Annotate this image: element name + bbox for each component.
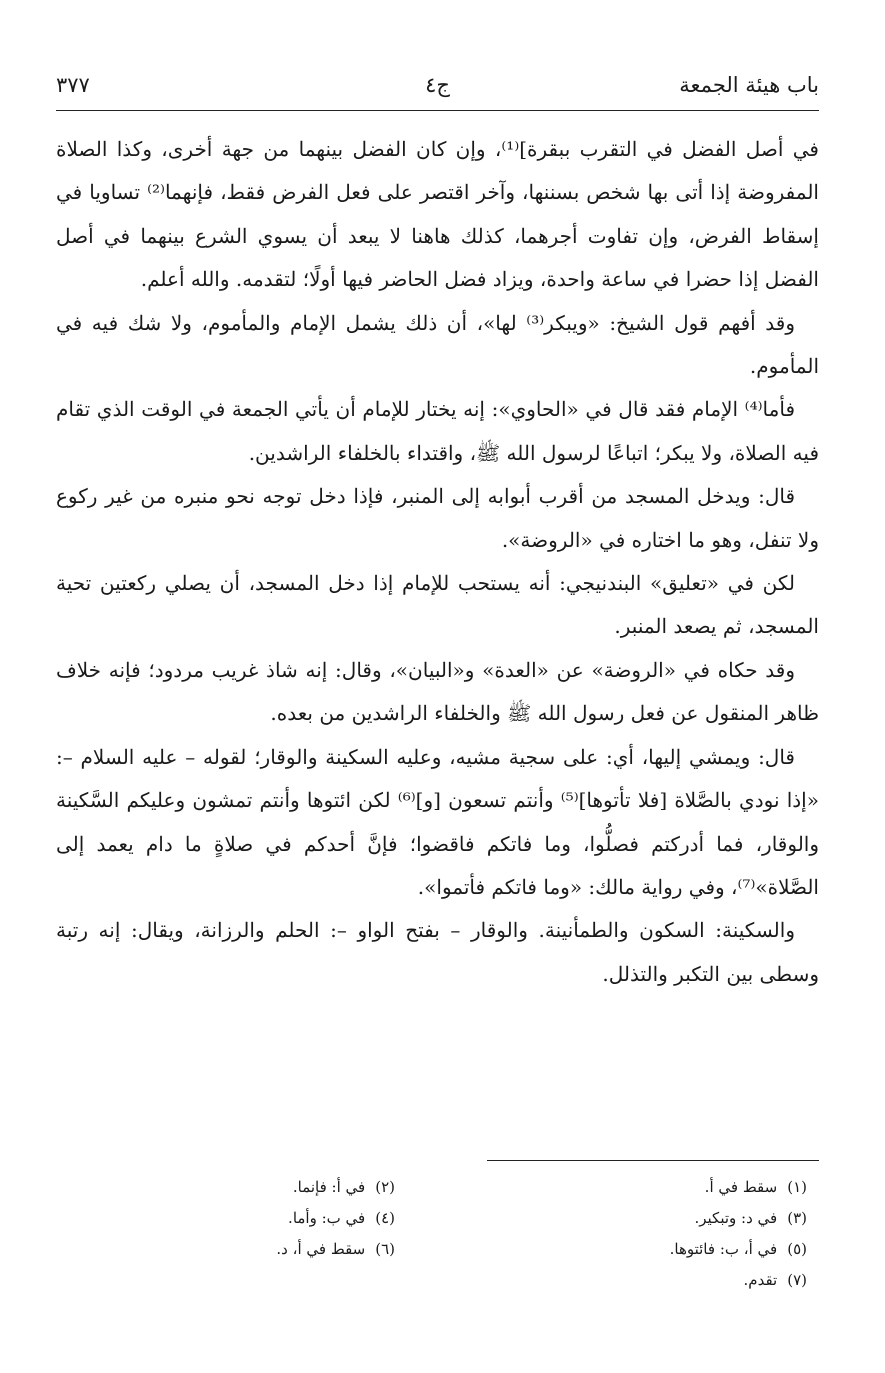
footnote-row	[56, 1203, 819, 1234]
paragraph: وقد حكاه في «الروضة» عن «العدة» و«البيان»، وقال: إنه شاذ غريب مردود؛ فإنه خلاف ظاهر المنقول عن فعل رسول الله ﷺ والخلفاء الراشدين من بعده.	[56, 657, 819, 726]
footnote-separator	[487, 1160, 819, 1161]
footnote	[694, 1203, 807, 1234]
footnote-text: في أ: فإنما.	[292, 1178, 366, 1196]
volume-label: ج٤	[425, 73, 450, 97]
footnote-text: في د: وتبكير.	[694, 1209, 778, 1227]
footnote-text: سقط في أ.	[704, 1178, 778, 1196]
paragraph: قال: ويمشي إليها، أي: على سجية مشيه، وعليه السكينة والوقار؛ لقوله – عليه السلام –: «إذا نودي بالصَّلاة [فلا تأتوها]⁽⁵⁾ وأنتم تسعون [و]⁽⁶⁾ لكن ائتوها وأنتم تمشون وعليكم السَّكينة والوقار، فما أدركتم فصلُّوا، وما فاتكم فاقضوا؛ فإنَّ أحدكم في صلاةٍ ما دام يعمد إلى الصَّلاة»⁽⁷⁾، وفي رواية مالك: «وما فاتكم فأتموا».	[56, 744, 820, 899]
footnote-row	[56, 1234, 819, 1265]
footnote	[670, 1234, 807, 1265]
running-header	[56, 70, 819, 104]
footnote-text: سقط في أ، د.	[276, 1240, 366, 1258]
main-text	[56, 128, 819, 996]
footnote	[276, 1234, 395, 1265]
paragraph: لكن في «تعليق» البندنيجي: أنه يستحب للإمام إذا دخل المسجد، أن يصلي ركعتين تحية المسجد، ثم يصعد المنبر.	[56, 571, 819, 639]
footnote	[288, 1203, 395, 1234]
footnote-number: (٧)	[787, 1271, 807, 1289]
footnote-number: (١)	[787, 1178, 807, 1196]
footnote	[293, 1172, 395, 1203]
header-rule	[56, 110, 819, 111]
footnote-row	[56, 1265, 819, 1296]
footnote-text: تقدم.	[743, 1271, 778, 1289]
footnote-number: (٤)	[375, 1209, 395, 1227]
footnote-number: (٢)	[375, 1178, 395, 1196]
footnote-number: (٦)	[375, 1240, 395, 1258]
footnote-text: في ب: وأما.	[288, 1209, 366, 1227]
paragraph: والسكينة: السكون والطمأنينة. والوقار – بفتح الواو –: الحلم والرزانة، ويقال: إنه رتبة وسطى بين التكبر والتذلل.	[56, 918, 819, 986]
footnote-number: (٣)	[787, 1209, 807, 1227]
footnote-number: (٥)	[787, 1240, 807, 1258]
page-number: ٣٧٧	[56, 73, 90, 97]
footnote	[705, 1172, 807, 1203]
paragraph: فأما⁽⁴⁾ الإمام فقد قال في «الحاوي»: إنه يختار للإمام أن يأتي الجمعة في الوقت الذي تقام فيه الصلاة، ولا يبكر؛ اتباعًا لرسول الله ﷺ، واقتداء بالخلفاء الراشدين.	[56, 397, 819, 465]
chapter-title: باب هيئة الجمعة	[679, 73, 819, 97]
footnote	[744, 1265, 807, 1296]
footnote-row	[56, 1172, 819, 1203]
footnotes	[56, 1172, 819, 1296]
paragraph: في أصل الفضل في التقرب ببقرة]⁽¹⁾، وإن كان الفضل بينهما من جهة أخرى، وكذا الصلاة المفروضة إذا أتى بها شخص بسننها، وآخر اقتصر على فعل الفرض فقط، فإنهما⁽²⁾ تساويا في إسقاط الفرض، وإن تفاوت أجرهما، كذلك هاهنا لا يبعد أن يسوي الشرع بينهما في أصل الفضل إذا حضرا في ساعة واحدة، ويزاد فضل الحاضر فيها أولًا؛ لتقدمه. والله أعلم.	[56, 137, 819, 292]
paragraph: وقد أفهم قول الشيخ: «ويبكر⁽³⁾ لها»، أن ذلك يشمل الإمام والمأموم، ولا شك فيه في المأموم.	[56, 310, 819, 379]
paragraph: قال: ويدخل المسجد من أقرب أبوابه إلى المنبر، فإذا دخل توجه نحو منبره من غير ركوع ولا تنفل، وهو ما اختاره في «الروضة».	[56, 484, 819, 552]
footnote-text: في أ، ب: فائتوها.	[669, 1240, 778, 1258]
